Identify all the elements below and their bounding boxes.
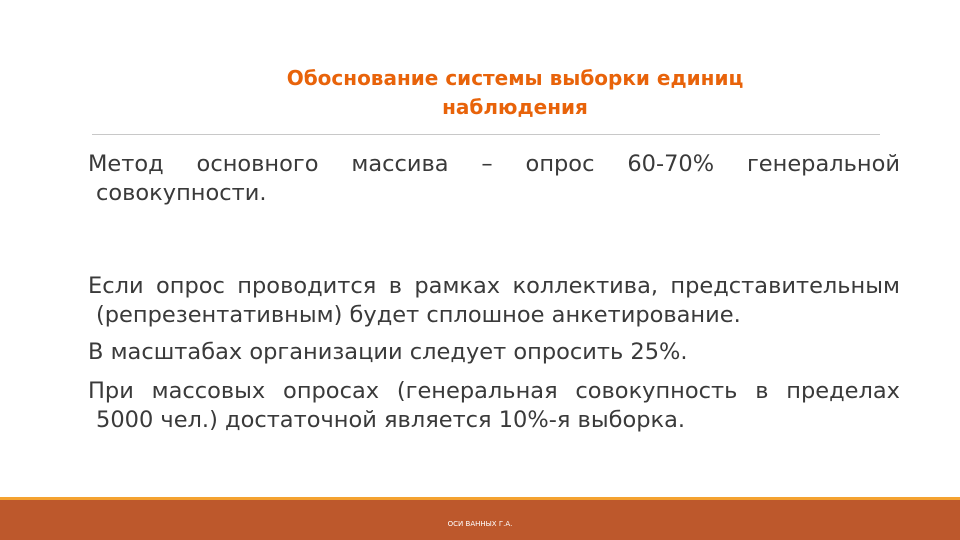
slide-title-line2: наблюдения bbox=[442, 95, 588, 119]
paragraph-mass-surveys: При массовых опросах (генеральная совокупность в пределах 5000 чел.) достаточной является 10%-я выборка. bbox=[88, 378, 900, 433]
footer-author-text: ОСИ ВАННЫХ Г.А. bbox=[447, 520, 513, 528]
paragraph-collective-survey: Если опрос проводится в рамках коллектива, представительным (репрезентативным) будет сплошное анкетирование. bbox=[88, 273, 900, 328]
slide-title-line1: Обоснование системы выборки единиц bbox=[286, 66, 744, 90]
title-divider bbox=[92, 134, 880, 135]
paragraph-organization-scale: В масштабах организации следует опросить 25%. bbox=[88, 339, 688, 365]
paragraph-main-array-method: Метод основного массива – опрос 60-70% генеральной совокупности. bbox=[88, 151, 900, 206]
slide-body bbox=[88, 150, 900, 435]
slide-title bbox=[180, 64, 850, 122]
